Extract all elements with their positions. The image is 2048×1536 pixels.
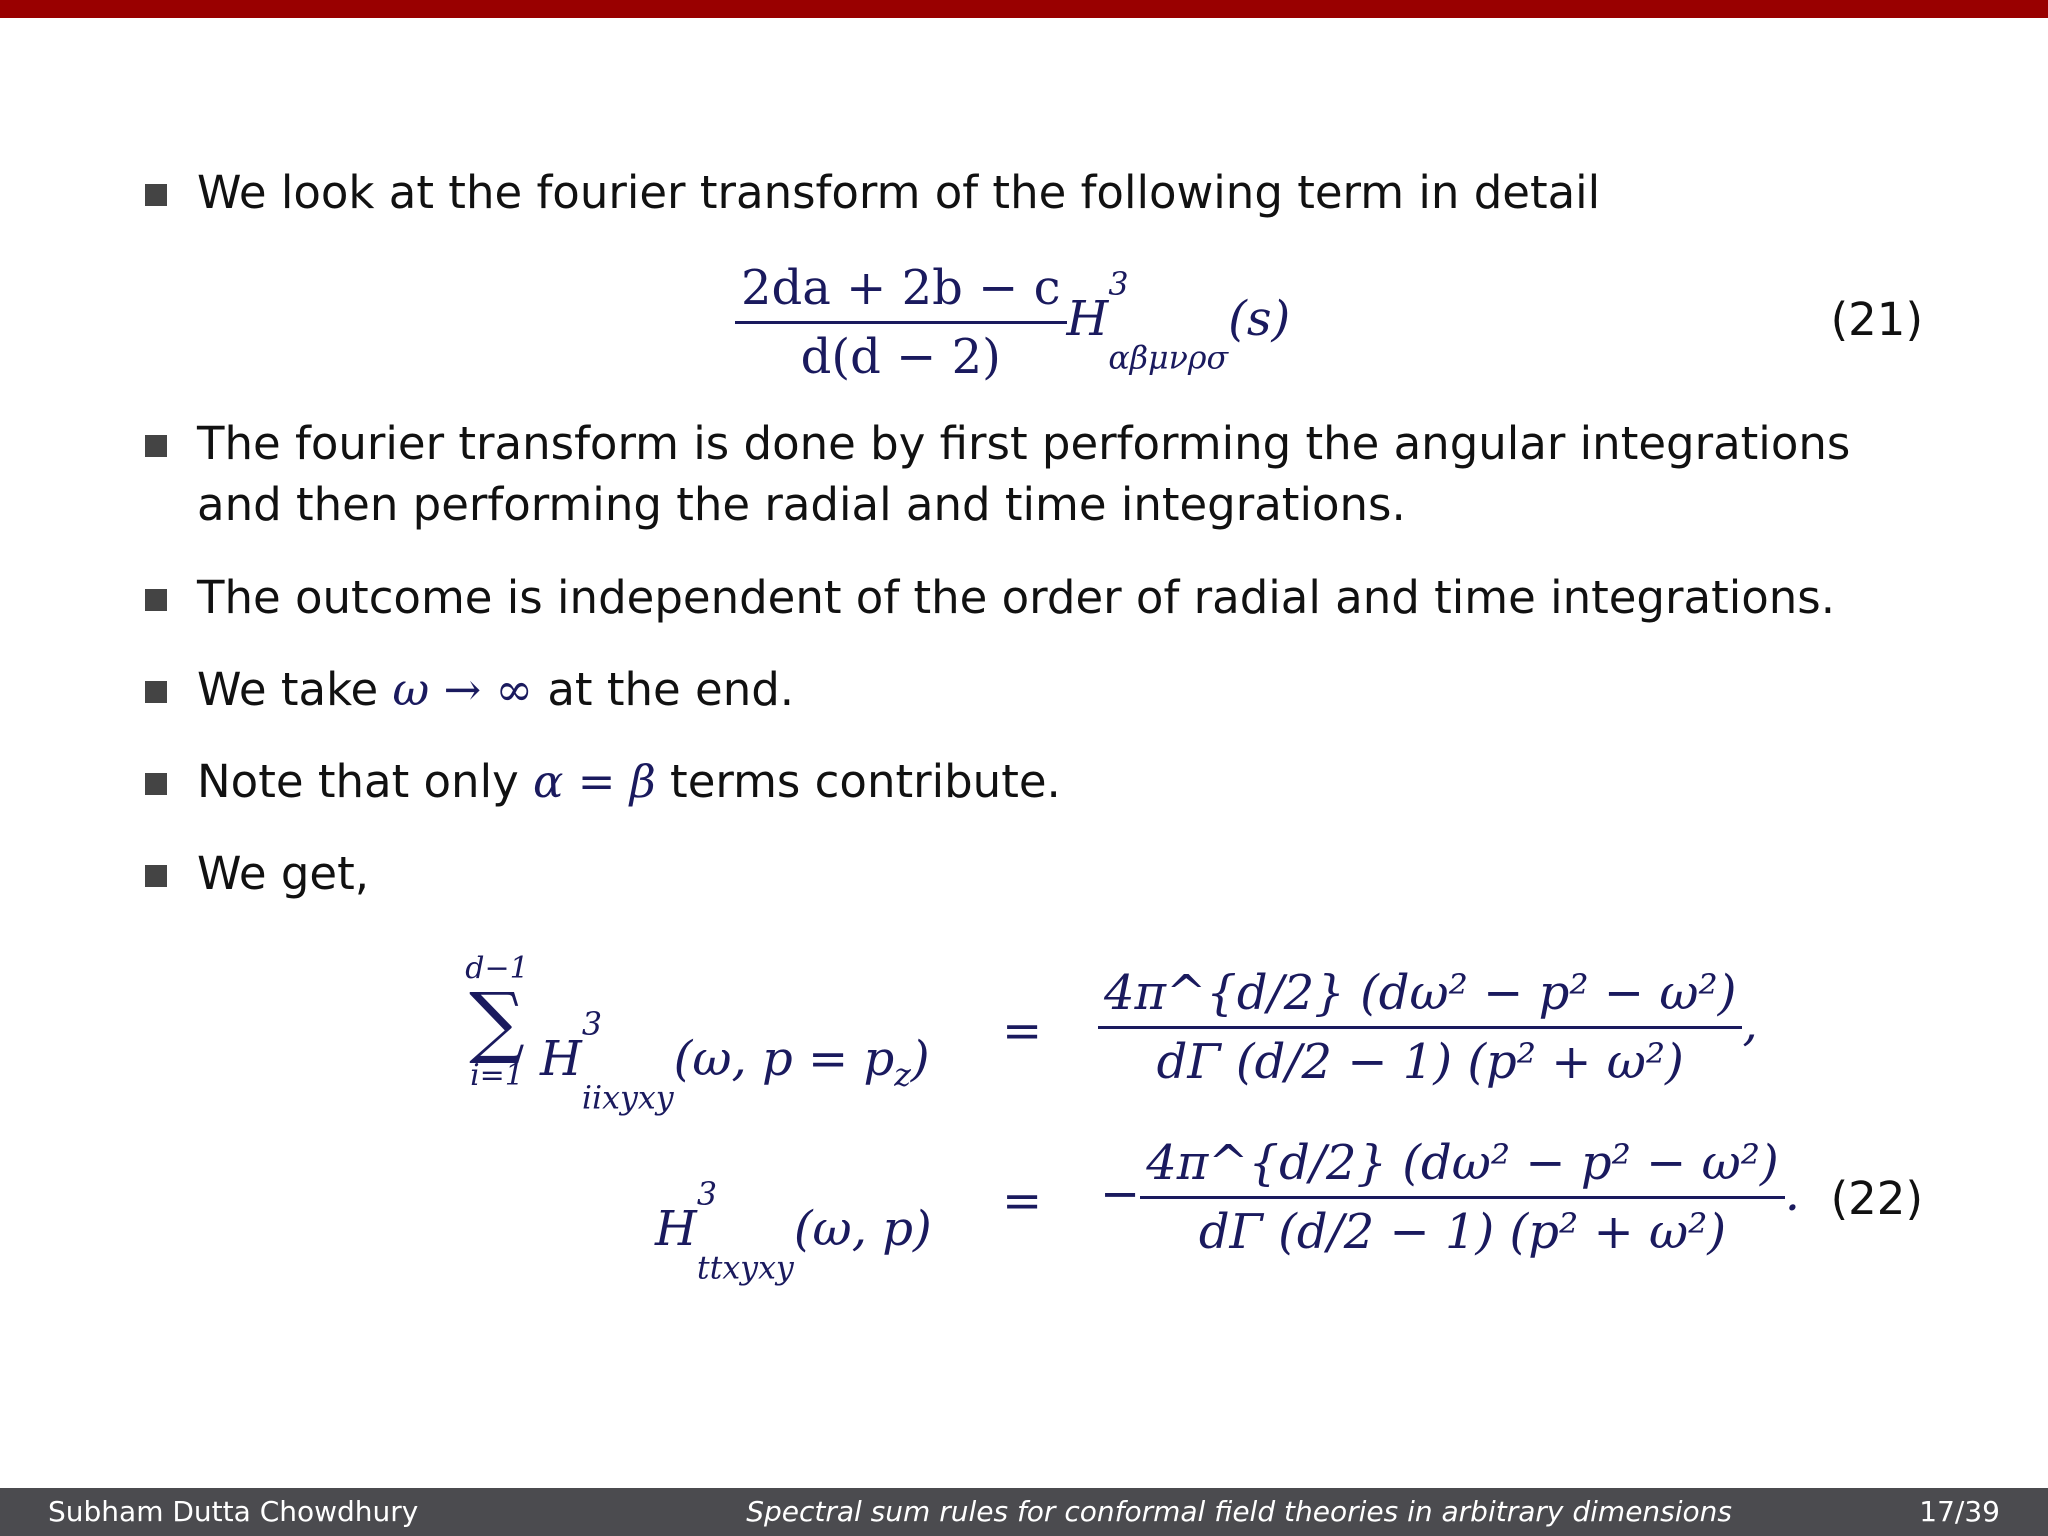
eq22a-lhs: $H^3$ $_{iixyxy}$(ω, $p = p_z$) — [540, 1007, 930, 1117]
bullet-text: We look at the fourier transform of the following term in detail — [197, 166, 1601, 219]
bullet-text: We get, — [197, 847, 370, 900]
eq21-denominator: d(d − 2) — [800, 329, 1001, 385]
bullet-square-icon — [145, 184, 167, 206]
bullet-square-icon — [145, 589, 167, 611]
bullet-square-icon — [145, 435, 167, 457]
equation-21 — [735, 255, 1290, 390]
bullet-fourier-intro — [145, 162, 1935, 223]
eq22b-numerator: 4π^{d/2} (dω² − p² − ω²) — [1140, 1130, 1784, 1199]
summation — [452, 952, 542, 1094]
footer-page-number: 17/39 — [1919, 1495, 2000, 1528]
footer-title: Spectral sum rules for conformal field theories in arbitrary dimensions — [746, 1495, 1732, 1528]
eq22a-rhs — [1098, 960, 1758, 1095]
eq22a-equals: = — [1002, 1003, 1043, 1059]
eq21-fraction — [735, 255, 1067, 390]
bullet-we-get — [145, 843, 1935, 904]
eq22b-period: . — [1784, 1166, 1800, 1222]
bullet-text-before: We take — [197, 663, 379, 716]
footer-bar — [0, 1488, 2048, 1536]
eq22a-comma: , — [1742, 996, 1758, 1052]
sum-symbol: ∑ — [469, 977, 525, 1067]
bullet-alpha-beta — [145, 751, 1935, 812]
bullet-omega-limit — [145, 659, 1935, 720]
bullet-text-after: terms contribute. — [670, 755, 1061, 808]
eq21-indices: $^3$ $_{\alpha\beta\mu\nu\rho\sigma}$ — [1108, 267, 1229, 377]
equation-number-22: (22) — [1830, 1172, 1923, 1225]
eq21-H: H — [1066, 291, 1109, 347]
eq21-numerator: 2da + 2b − c — [735, 255, 1067, 324]
equation-number-21: (21) — [1830, 293, 1923, 346]
bullet-text: The outcome is independent of the order of radial and time integrations. — [197, 571, 1836, 624]
alpha-equals-beta-math: α = β — [533, 755, 656, 808]
bullet-square-icon — [145, 773, 167, 795]
eq22b-denominator: dΓ (d/2 − 1) (p² + ω²) — [1198, 1204, 1727, 1260]
eq22a-denominator: dΓ (d/2 − 1) (p² + ω²) — [1156, 1034, 1684, 1090]
bullet-text-after: at the end. — [547, 663, 795, 716]
eq22a-numerator: 4π^{d/2} (dω² − p² − ω²) — [1098, 960, 1742, 1029]
eq21-argument: (s) — [1228, 291, 1291, 347]
bullet-text: The fourier transform is done by first performing the angular integrations and then performing the radial and time integrations. — [197, 417, 1851, 531]
footer-author: Subham Dutta Chowdhury — [48, 1495, 419, 1528]
bullet-fourier-method — [145, 413, 1935, 535]
eq22b-equals: = — [1002, 1173, 1043, 1229]
omega-to-infinity-math: ω → ∞ — [392, 663, 534, 716]
bullet-square-icon — [145, 865, 167, 887]
bullet-order-independence — [145, 567, 1935, 628]
sum-lower-limit: i=1 — [470, 1058, 524, 1093]
bullet-text-before: Note that only — [197, 755, 519, 808]
sum-upper-limit: d−1 — [465, 951, 529, 986]
eq22b-lhs: $H^3$ $_{ttxyxy}$(ω, p) — [655, 1177, 932, 1287]
bullet-square-icon — [145, 681, 167, 703]
eq22b-rhs — [1100, 1130, 1800, 1265]
eq22b-minus: − — [1100, 1166, 1141, 1222]
